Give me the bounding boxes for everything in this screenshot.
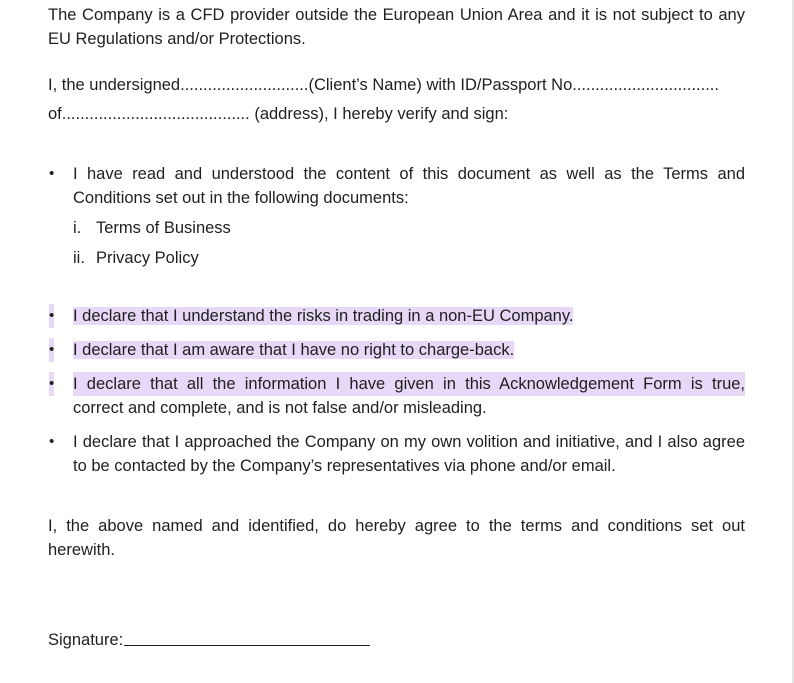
list-item: [48, 430, 745, 478]
address-label: (address), I hereby verify and sign:: [249, 105, 509, 123]
bullet-icon: •: [49, 165, 55, 182]
bullet-text: correct and complete, and is not false and/or misleading.: [73, 399, 487, 417]
list-item: [48, 304, 745, 328]
closing-statement: I, the above named and identified, do hereby agree to the terms and conditions set out herewith.: [48, 517, 745, 559]
highlighted-bullet-text: I declare that I understand the risks in trading in a non-EU Company.: [73, 307, 574, 325]
id-passport-dots: ................................: [572, 76, 719, 94]
client-name-label: (Client’s Name) with ID/Passport No: [308, 76, 573, 94]
sub-item-terms: [73, 216, 745, 240]
bullet-text: I declare that I approached the Company on my own volition and initiative, and I also agree to be contacted by the Company’s representatives via phone and/or email.: [73, 433, 745, 475]
bullet-icon: •: [49, 338, 54, 362]
address-dots: .........................................: [61, 105, 250, 123]
list-item: [48, 372, 745, 420]
bullet-icon: •: [49, 433, 55, 450]
signature-line[interactable]: [124, 627, 370, 646]
undersigned-label: I, the undersigned: [48, 76, 181, 94]
declaration-line-2: [48, 100, 745, 129]
bullet-text: I have read and understood the content of this document as well as the Terms and Conditions set out in the following documents:: [73, 165, 745, 207]
sub-item-number: i.: [73, 219, 82, 237]
bullet-icon: •: [49, 304, 54, 328]
sub-item-label: Terms of Business: [96, 219, 231, 237]
of-label: of: [48, 105, 62, 123]
signature-block: [48, 627, 370, 652]
client-name-dots: ............................: [180, 76, 309, 94]
sub-item-label: Privacy Policy: [96, 249, 199, 267]
bullet-icon: •: [49, 372, 54, 396]
list-item: [48, 338, 745, 362]
declaration-line-1: [48, 71, 745, 100]
list-item: [48, 162, 745, 270]
eu-notice: The Company is a CFD provider outside the European Union Area and it is not subject to any EU Regulations and/or Protections.: [48, 6, 745, 48]
highlighted-bullet-text: I declare that I am aware that I have no right to charge-back.: [73, 341, 515, 359]
highlighted-bullet-text: I declare that all the information I have given in this Acknowledgement Form is true,: [73, 372, 745, 396]
declarations-list: [48, 162, 745, 478]
sub-item-privacy: [73, 246, 745, 270]
signature-label: Signature:: [48, 631, 124, 649]
sub-item-number: ii.: [73, 249, 85, 267]
document-body: [48, 3, 745, 562]
